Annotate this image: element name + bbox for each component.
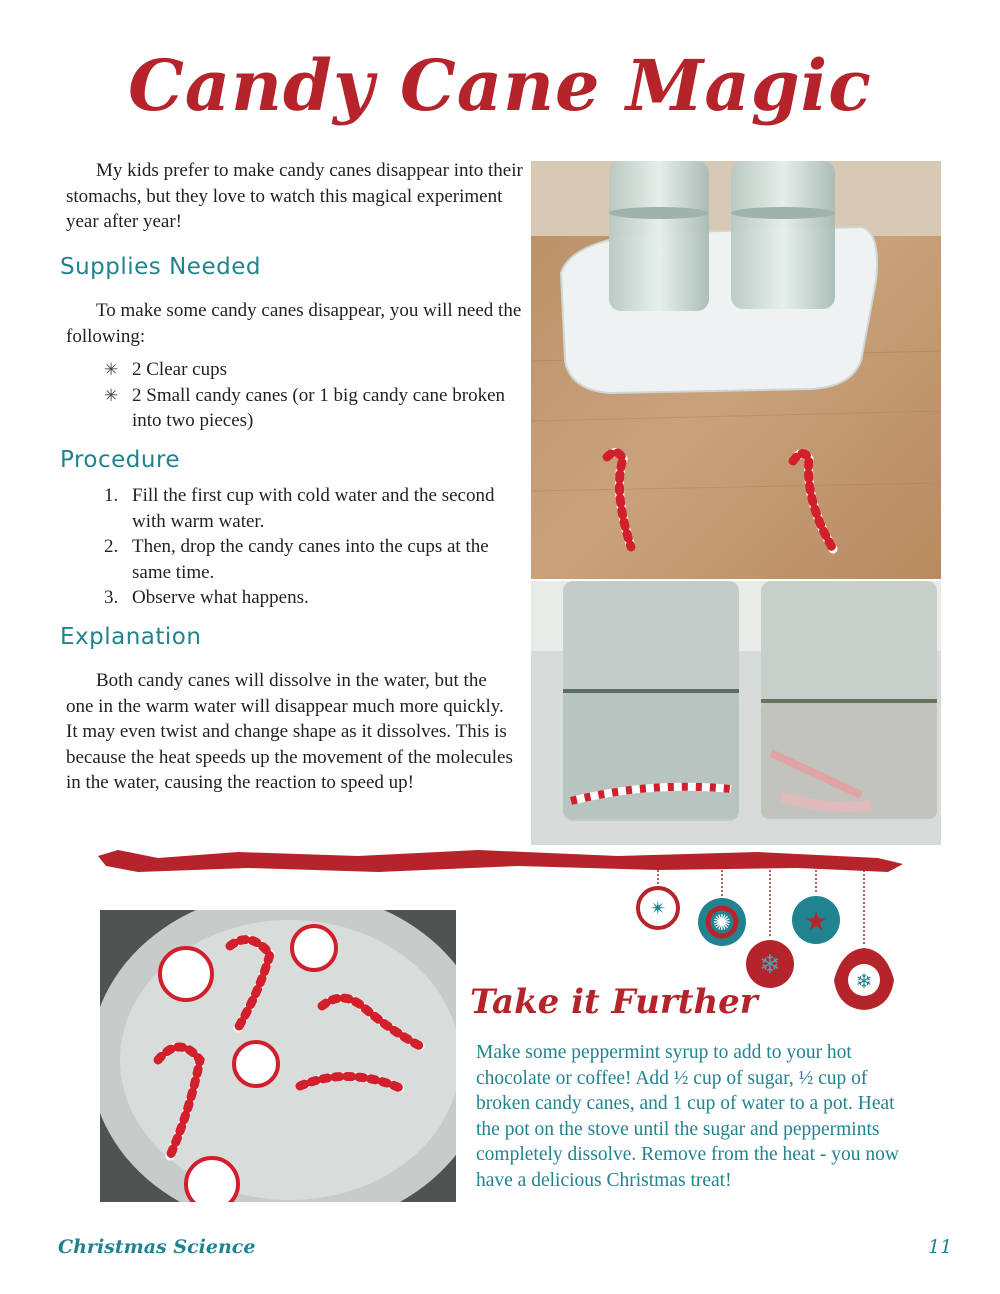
snowflake-bullet-icon: ✳: [104, 385, 119, 405]
supplies-heading: Supplies Needed: [60, 254, 261, 280]
list-item: [104, 357, 524, 383]
peppermint-candies-photo: [100, 910, 456, 1202]
page-number: 11: [928, 1236, 953, 1258]
explanation-paragraph: Both candy canes will dissolve in the water, but the one in the warm water will disappear much more quickly. It may even twist and change shape as it dissolves. This is because the heat speeds up the movement of the molecules in the water, causing the reaction to speed up!: [66, 670, 513, 793]
procedure-heading: Procedure: [60, 447, 181, 473]
svg-text:★: ★: [804, 907, 828, 937]
list-item: [104, 483, 524, 534]
procedure-list: [104, 483, 524, 611]
svg-text:❄: ❄: [855, 969, 873, 993]
step-number: 1.: [104, 485, 119, 506]
supply-text: 2 Clear cups: [132, 359, 227, 380]
take-it-further-heading: Take it Further: [470, 982, 758, 1022]
step-number: 2.: [104, 536, 119, 557]
list-item: [104, 383, 524, 434]
supplies-list: [104, 357, 524, 434]
snowflake-bullet-icon: ✳: [104, 360, 119, 379]
list-item: [104, 585, 524, 611]
svg-text:✴: ✴: [649, 896, 667, 920]
footer-book-title: Christmas Science: [58, 1236, 256, 1258]
glasses-and-candy-canes-photo: [531, 161, 941, 579]
step-text: Then, drop the candy canes into the cups at the same time.: [132, 536, 489, 583]
supplies-intro: To make some candy canes disappear, you will need the following:: [66, 300, 522, 347]
step-text: Observe what happens.: [132, 587, 309, 608]
svg-text:✺: ✺: [712, 911, 732, 936]
intro-paragraph: My kids prefer to make candy canes disappear into their stomachs, but they love to watch this magical experiment year after year!: [66, 160, 523, 232]
explanation-heading: Explanation: [60, 624, 202, 650]
svg-text:❄: ❄: [759, 950, 781, 980]
page-title: Candy Cane Magic: [128, 44, 872, 127]
list-item: [104, 534, 524, 585]
step-number: 3.: [104, 587, 119, 608]
supply-text: 2 Small candy canes (or 1 big candy cane broken into two pieces): [132, 384, 506, 431]
dissolving-candy-canes-photo: [531, 581, 941, 845]
step-text: Fill the first cup with cold water and the second with warm water.: [132, 485, 495, 532]
take-it-further-paragraph: Make some peppermint syrup to add to your hot chocolate or coffee! Add ½ cup of sugar, ½ cup of broken candy canes, and 1 cup of water to a pot. Heat the pot on the stove until the sugar and peppermints completely dissolve. Remove from the heat - you now have a delicious Christmas treat!: [476, 1042, 899, 1191]
